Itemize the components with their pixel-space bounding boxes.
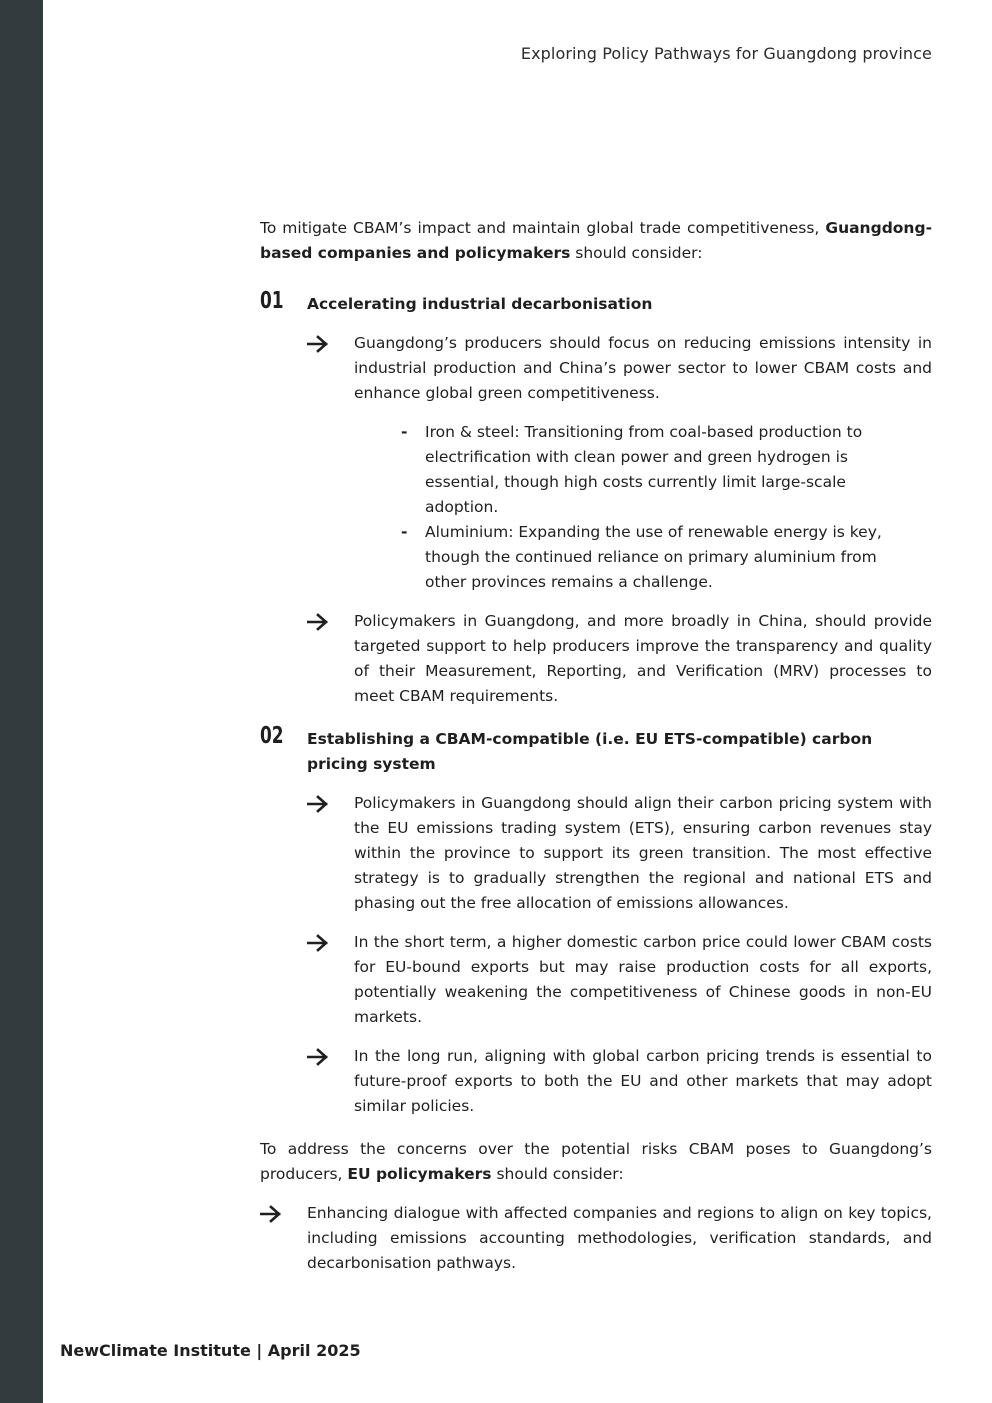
sub-list-item: [401, 520, 895, 595]
dash-marker: -: [401, 423, 408, 441]
page-content: [260, 216, 932, 1290]
running-header: Exploring Policy Pathways for Guangdong province: [520, 44, 932, 63]
section-title: Accelerating industrial decarbonisation: [307, 295, 653, 313]
list-item-text: Enhancing dialogue with affected companies and regions to align on key topics, including emissions accounting methodologies, verification standards, and decarbonisation pathways.: [307, 1204, 932, 1272]
list-item-text: Policymakers in Guangdong should align their carbon pricing system with the EU emissions trading system (ETS), ensuring carbon revenues stay within the province to support its green transition. The most effective strategy is to gradually strengthen the regional and national ETS and phasing out the free allocation of emissions allowances.: [354, 794, 932, 912]
section-01: [260, 288, 932, 709]
arrow-right-icon: [307, 795, 329, 813]
intro-bold: Guangdong-based companies and policymakers: [260, 219, 932, 262]
sub-list-item-text: Aluminium: Expanding the use of renewable energy is key, though the continued reliance on primary aluminium from other provinces remains a challenge.: [425, 523, 882, 591]
intro-text: To mitigate CBAM’s impact and maintain global trade competitiveness,: [260, 219, 826, 237]
sub-list-item: [401, 420, 895, 520]
intro-text-end: should consider:: [570, 244, 703, 262]
sidebar-band: [0, 0, 43, 1403]
page-footer: NewClimate Institute | April 2025: [60, 1341, 361, 1360]
closing-text: To address the concerns over the potential risks CBAM poses to Guangdong’s producers,: [260, 1140, 932, 1183]
list-item: [307, 609, 932, 709]
section-title: Establishing a CBAM-compatible (i.e. EU ETS-compatible) carbon pricing system: [307, 730, 873, 773]
sub-list: [401, 420, 932, 595]
section-number: 02: [260, 723, 284, 749]
dash-marker: -: [401, 523, 408, 541]
closing-list: [260, 1201, 932, 1276]
list-item: [307, 1044, 932, 1119]
intro-paragraph: [260, 216, 932, 266]
list-item: [260, 1201, 932, 1276]
arrow-right-icon: [307, 335, 329, 353]
section-02: [260, 723, 932, 1119]
arrow-right-icon: [307, 613, 329, 631]
list-item: [307, 791, 932, 916]
section-number: 01: [260, 288, 284, 314]
list-item-text: In the short term, a higher domestic carbon price could lower CBAM costs for EU-bound exports but may raise production costs for all exports, potentially weakening the competitiveness of Chinese goods in non-EU markets.: [354, 933, 932, 1026]
list-item-text: Guangdong’s producers should focus on reducing emissions intensity in industrial production and China’s power sector to lower CBAM costs and enhance global green competitiveness.: [354, 334, 932, 402]
arrow-right-icon: [307, 1048, 329, 1066]
closing-text-end: should consider:: [491, 1165, 624, 1183]
list-item: [307, 930, 932, 1030]
arrow-right-icon: [260, 1205, 282, 1223]
sub-list-item-text: Iron & steel: Transitioning from coal-based production to electrification with clean power and green hydrogen is essential, though high costs currently limit large-scale adoption.: [425, 423, 863, 516]
closing-paragraph: [260, 1137, 932, 1187]
list-item-text: Policymakers in Guangdong, and more broadly in China, should provide targeted support to help producers improve the transparency and quality of their Measurement, Reporting, and Verification (MRV) processes to meet CBAM requirements.: [354, 612, 932, 705]
list-item-text: In the long run, aligning with global carbon pricing trends is essential to future-proof exports to both the EU and other markets that may adopt similar policies.: [354, 1047, 932, 1115]
closing-bold: EU policymakers: [347, 1165, 492, 1183]
arrow-right-icon: [307, 934, 329, 952]
list-item: [307, 331, 932, 595]
